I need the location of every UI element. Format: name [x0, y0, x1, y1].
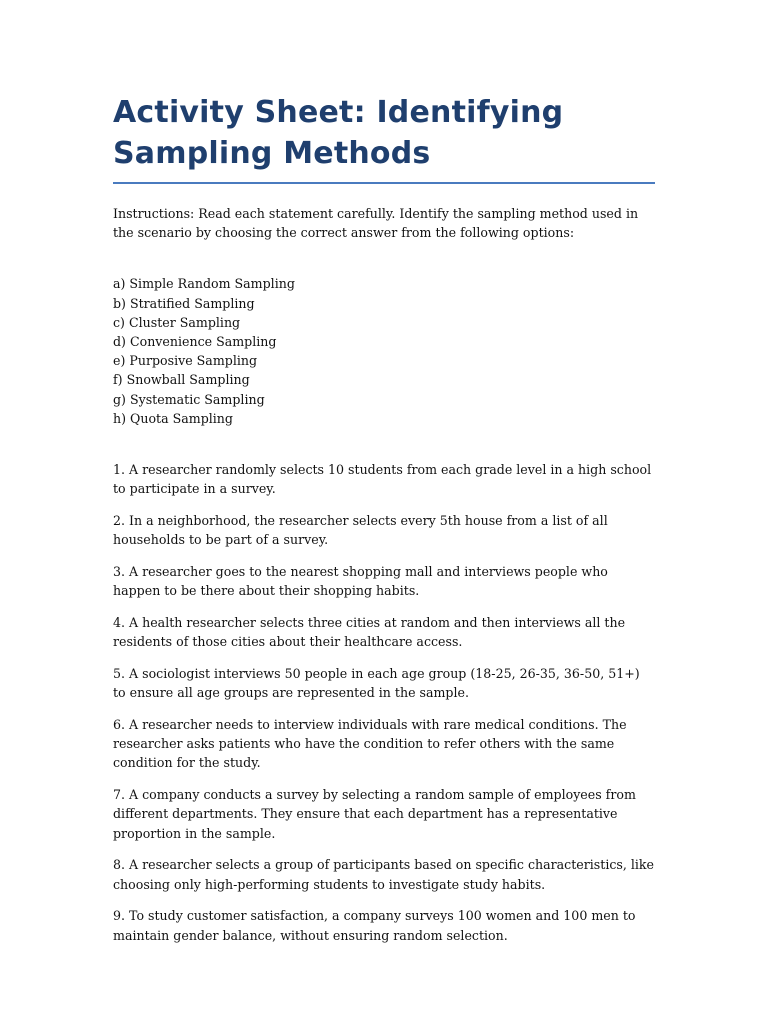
option-item: g) Systematic Sampling — [113, 391, 265, 407]
question-item: 7. A company conducts a survey by selecting a random sample of employees from different departments. They ensure that each department has a representative proportion in the sample. — [113, 787, 636, 841]
option-item: a) Simple Random Sampling — [113, 276, 295, 292]
option-item: d) Convenience Sampling — [113, 334, 277, 350]
question-item: 3. A researcher goes to the nearest shopping mall and interviews people who happen to be there about their shopping habits. — [113, 564, 608, 599]
instructions-text: Instructions: Read each statement carefully. Identify the sampling method used in the scenario by choosing the correct answer from the following options: — [113, 206, 639, 241]
option-item: e) Purposive Sampling — [113, 353, 258, 369]
question-item: 8. A researcher selects a group of participants based on specific characteristics, like choosing only high-performing students to investigate study habits. — [113, 857, 655, 892]
question-item: 4. A health researcher selects three cities at random and then interviews all the residents of those cities about their healthcare access. — [113, 615, 626, 650]
option-item: c) Cluster Sampling — [113, 314, 241, 330]
question-item: 5. A sociologist interviews 50 people in each age group (18-25, 26-35, 36-50, 51+) to ensure all age groups are represented in the sample. — [113, 666, 640, 701]
option-item: b) Stratified Sampling — [113, 295, 255, 311]
document-page — [113, 92, 655, 957]
question-item: 6. A researcher needs to interview individuals with rare medical conditions. The researcher asks patients who have the condition to refer others with the same condition for the study. — [113, 717, 627, 771]
option-item: h) Quota Sampling — [113, 410, 233, 426]
question-item: 9. To study customer satisfaction, a company surveys 100 women and 100 men to maintain gender balance, without ensuring random selection. — [113, 908, 636, 943]
option-item: f) Snowball Sampling — [113, 372, 250, 388]
options-list — [113, 274, 655, 428]
questions-list — [113, 460, 655, 945]
title-divider — [113, 182, 655, 184]
page-title: Activity Sheet: Identifying Sampling Methods — [113, 95, 564, 171]
question-item: 2. In a neighborhood, the researcher selects every 5th house from a list of all households to be part of a survey. — [113, 513, 608, 548]
question-item: 1. A researcher randomly selects 10 students from each grade level in a high school to participate in a survey. — [113, 462, 652, 497]
